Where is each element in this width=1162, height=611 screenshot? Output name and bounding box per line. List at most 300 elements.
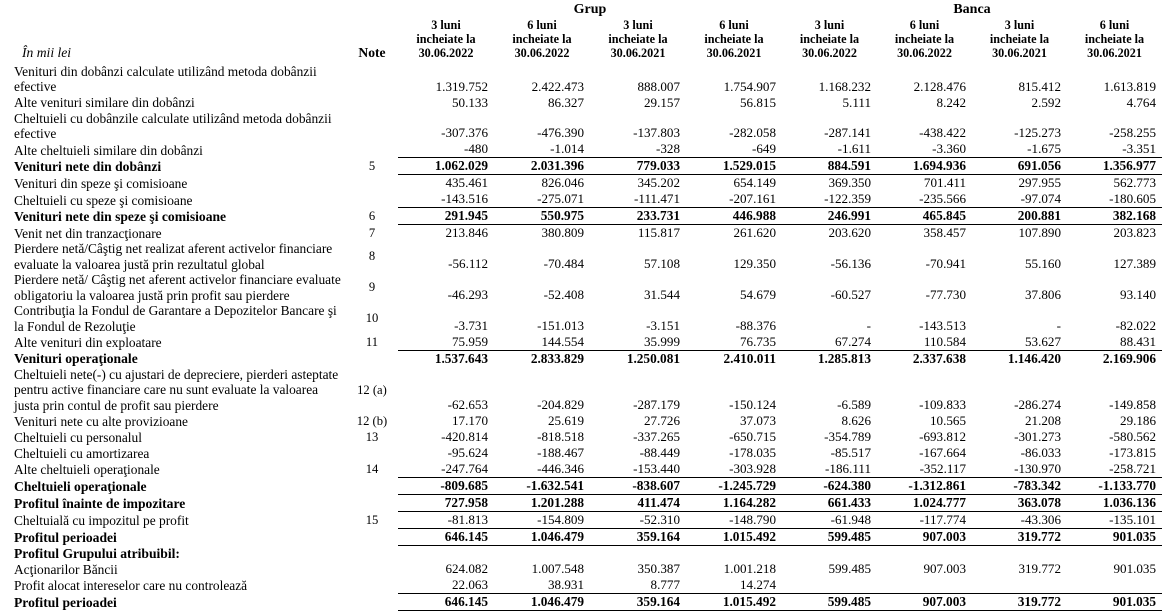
table-row bbox=[0, 208, 1162, 225]
cell-value: 1.024.777 bbox=[877, 495, 972, 512]
column-header-3-date: 30.06.2021 bbox=[706, 46, 762, 61]
row-note bbox=[350, 111, 398, 142]
cell-value: 88.431 bbox=[1120, 333, 1157, 349]
cell-value: 319.772 bbox=[972, 594, 1067, 611]
cell-value: 907.003 bbox=[877, 529, 972, 546]
cell-value: 291.945 bbox=[398, 208, 494, 225]
row-label: Alte venituri din exploatare bbox=[14, 335, 162, 350]
cell-value: -151.013 bbox=[537, 317, 584, 333]
table-row bbox=[0, 413, 1162, 429]
cell-value: 37.073 bbox=[739, 413, 776, 429]
cell-value: 411.474 bbox=[590, 495, 686, 512]
table-row bbox=[0, 367, 1162, 413]
row-label: Venituri nete cu alte provizioane bbox=[14, 413, 189, 429]
row-label: Cheltuieli operaţionale bbox=[14, 479, 147, 494]
cell-value: 562.773 bbox=[1113, 175, 1157, 191]
cell-value: 107.890 bbox=[1018, 225, 1061, 241]
cell-value: 27.726 bbox=[643, 413, 680, 429]
cell-value: -446.346 bbox=[537, 461, 584, 477]
cell-value: -62.653 bbox=[447, 397, 488, 413]
cell-value: 1.694.936 bbox=[877, 158, 972, 175]
row-note: 5 bbox=[368, 158, 376, 173]
cell-value: -328 bbox=[655, 141, 680, 157]
cell-value: 1.015.492 bbox=[686, 594, 782, 611]
row-note bbox=[350, 546, 398, 562]
cell-value: 1.613.819 bbox=[1103, 78, 1157, 94]
cell-value bbox=[1067, 546, 1162, 562]
cell-value: 1.356.977 bbox=[1067, 158, 1162, 175]
column-header-2-line2: incheiate la bbox=[608, 32, 668, 47]
cell-value: 1.036.136 bbox=[1067, 495, 1162, 512]
table-row bbox=[0, 478, 1162, 495]
cell-value: 55.160 bbox=[1024, 256, 1061, 272]
column-header-1-period: 6 luni bbox=[527, 17, 557, 32]
cell-value: -1.312.861 bbox=[877, 478, 972, 495]
column-header-7 bbox=[1067, 18, 1162, 64]
cell-value: -6.589 bbox=[837, 397, 871, 413]
cell-value: 2.031.396 bbox=[494, 158, 590, 175]
cell-value: 93.140 bbox=[1120, 287, 1157, 303]
row-note bbox=[350, 141, 398, 158]
cell-value: -420.814 bbox=[441, 429, 488, 445]
cell-value: 4.764 bbox=[1126, 94, 1157, 110]
cell-value: -46.293 bbox=[447, 287, 488, 303]
table-row bbox=[0, 303, 1162, 334]
cell-value: -186.111 bbox=[825, 461, 871, 477]
column-header-5-line2: incheiate la bbox=[894, 32, 955, 47]
table-row bbox=[0, 546, 1162, 562]
cell-value: -3.360 bbox=[932, 141, 966, 157]
cell-value: 297.955 bbox=[1018, 175, 1061, 191]
cell-value: -1.014 bbox=[550, 141, 584, 157]
row-note bbox=[350, 594, 398, 611]
cell-value: 1.537.643 bbox=[398, 350, 494, 367]
cell-value: 25.619 bbox=[547, 413, 584, 429]
cell-value: -235.566 bbox=[919, 191, 966, 207]
cell-value: -86.033 bbox=[1020, 445, 1061, 461]
cell-value: -52.408 bbox=[543, 287, 584, 303]
cell-value: 14.274 bbox=[739, 577, 776, 593]
cell-value: 50.133 bbox=[451, 94, 488, 110]
cell-value: -125.273 bbox=[1014, 125, 1061, 141]
cell-value bbox=[494, 546, 590, 562]
table-row bbox=[0, 334, 1162, 351]
row-note bbox=[350, 529, 398, 546]
row-label: Venituri din speze şi comisioane bbox=[14, 176, 188, 192]
row-label: Profitul înainte de impozitare bbox=[14, 496, 186, 511]
cell-value: -287.141 bbox=[824, 125, 871, 141]
cell-value: 2.128.476 bbox=[913, 78, 966, 94]
column-header-6-period: 3 luni bbox=[1004, 17, 1035, 32]
cell-value: -60.527 bbox=[830, 287, 871, 303]
table-body bbox=[0, 64, 1162, 611]
row-note bbox=[350, 445, 398, 461]
cell-value: 465.845 bbox=[877, 208, 972, 225]
row-label: Alte cheltuieli similare din dobânzi bbox=[14, 142, 203, 158]
cell-value: -85.517 bbox=[830, 445, 871, 461]
cell-value: 22.063 bbox=[451, 577, 488, 593]
cell-value: 319.772 bbox=[972, 529, 1067, 546]
table-row bbox=[0, 445, 1162, 461]
table-row bbox=[0, 95, 1162, 111]
row-label: Profitul Grupului atribuibil: bbox=[14, 545, 180, 561]
cell-value: -480 bbox=[463, 141, 488, 157]
cell-value: -3.731 bbox=[454, 317, 488, 333]
cell-value: 129.350 bbox=[733, 256, 776, 272]
cell-value: 2.169.906 bbox=[1067, 350, 1162, 367]
cell-value: 2.410.011 bbox=[686, 350, 782, 367]
column-header-7-period: 6 luni bbox=[1099, 17, 1130, 32]
cell-value: 446.988 bbox=[686, 208, 782, 225]
cell-value: 901.035 bbox=[1067, 594, 1162, 611]
cell-value: -580.562 bbox=[1109, 429, 1157, 445]
row-label: Alte cheltuieli operaţionale bbox=[14, 462, 160, 478]
row-note: 14 bbox=[365, 461, 379, 476]
cell-value: 350.387 bbox=[637, 561, 680, 577]
column-header-2-date: 30.06.2021 bbox=[610, 46, 666, 61]
cell-value: -650.715 bbox=[729, 429, 776, 445]
cell-value: -438.422 bbox=[919, 125, 966, 141]
cell-value bbox=[972, 546, 1067, 562]
cell-value: -167.664 bbox=[919, 445, 966, 461]
cell-value bbox=[782, 577, 877, 594]
cell-value: 1.046.479 bbox=[494, 594, 590, 611]
unit-label: În mii lei bbox=[22, 44, 72, 60]
cell-value: 10.565 bbox=[929, 413, 966, 429]
cell-value: -135.101 bbox=[1109, 512, 1157, 528]
cell-value: 67.274 bbox=[834, 333, 871, 349]
cell-value: 31.544 bbox=[643, 287, 680, 303]
cell-value: 599.485 bbox=[782, 529, 877, 546]
cell-value: -286.274 bbox=[1014, 397, 1061, 413]
cell-value: -1.133.770 bbox=[1067, 478, 1162, 495]
table-row bbox=[0, 512, 1162, 529]
cell-value: -1.632.541 bbox=[494, 478, 590, 495]
cell-value: 1.164.282 bbox=[686, 495, 782, 512]
cell-value: -307.376 bbox=[441, 125, 488, 141]
row-note: 8 bbox=[368, 249, 376, 264]
cell-value: 29.157 bbox=[643, 94, 680, 110]
cell-value: 1.285.813 bbox=[782, 350, 877, 367]
header-spacer-label bbox=[0, 0, 350, 18]
cell-value: -301.273 bbox=[1014, 429, 1061, 445]
cell-value: 661.433 bbox=[782, 495, 877, 512]
cell-value: 17.170 bbox=[451, 413, 488, 429]
table-row bbox=[0, 529, 1162, 546]
row-note: 11 bbox=[365, 334, 379, 349]
cell-value: -52.310 bbox=[639, 512, 680, 528]
cell-value: 115.817 bbox=[637, 225, 680, 241]
table-row bbox=[0, 225, 1162, 242]
column-header-5 bbox=[877, 18, 972, 64]
cell-value: 1.168.232 bbox=[818, 78, 871, 94]
cell-value: 1.001.218 bbox=[723, 561, 776, 577]
cell-value: -3.151 bbox=[646, 317, 680, 333]
cell-value: 727.958 bbox=[398, 495, 494, 512]
row-note: 12 (a) bbox=[357, 382, 387, 397]
row-note bbox=[350, 64, 398, 95]
column-header-6-date: 30.06.2021 bbox=[992, 46, 1047, 61]
column-header-4 bbox=[782, 18, 877, 64]
cell-value: 646.145 bbox=[398, 594, 494, 611]
table-row bbox=[0, 158, 1162, 175]
cell-value: 261.620 bbox=[733, 225, 776, 241]
column-header-0 bbox=[398, 18, 494, 64]
cell-value: -180.605 bbox=[1109, 191, 1157, 207]
cell-value: 345.202 bbox=[637, 175, 680, 191]
cell-value: 779.033 bbox=[590, 158, 686, 175]
cell-value: 654.149 bbox=[733, 175, 776, 191]
cell-value: 5.111 bbox=[842, 94, 871, 110]
cell-value: -476.390 bbox=[537, 125, 584, 141]
cell-value: 144.554 bbox=[541, 333, 584, 349]
note-column-header: Note bbox=[358, 44, 386, 60]
column-header-7-date: 30.06.2021 bbox=[1087, 46, 1142, 61]
cell-value: 29.186 bbox=[1120, 413, 1157, 429]
column-header-1-date: 30.06.2022 bbox=[514, 46, 570, 61]
cell-value bbox=[1067, 577, 1162, 594]
cell-value: 75.959 bbox=[451, 333, 488, 349]
table-row bbox=[0, 111, 1162, 142]
cell-value: -258.255 bbox=[1109, 125, 1157, 141]
row-label: Cheltuieli cu personalul bbox=[14, 429, 142, 445]
table-row bbox=[0, 429, 1162, 445]
cell-value: 363.078 bbox=[972, 495, 1067, 512]
row-note bbox=[350, 577, 398, 594]
row-label: Contribuţia la Fondul de Garantare a Depozitelor Bancare şi la Fondul de Rezoluţie bbox=[14, 303, 337, 334]
cell-value: 319.772 bbox=[1018, 561, 1061, 577]
cell-value: -61.948 bbox=[830, 512, 871, 528]
cell-value: 901.035 bbox=[1067, 529, 1162, 546]
cell-value: 213.846 bbox=[445, 225, 488, 241]
row-label: Venituri din dobânzi calculate utilizând metoda dobânzii efective bbox=[14, 63, 317, 95]
cell-value: 599.485 bbox=[828, 561, 871, 577]
cell-value: -153.440 bbox=[633, 461, 680, 477]
table-row bbox=[0, 577, 1162, 594]
cell-value: -81.813 bbox=[447, 512, 488, 528]
table-row bbox=[0, 175, 1162, 192]
table-row bbox=[0, 350, 1162, 367]
cell-value: -352.117 bbox=[919, 461, 966, 477]
cell-value: -70.941 bbox=[925, 256, 966, 272]
cell-value: 110.584 bbox=[923, 333, 966, 349]
cell-value: - bbox=[1056, 317, 1061, 333]
row-note: 10 bbox=[365, 311, 379, 325]
column-header-6-line2: incheiate la bbox=[989, 32, 1050, 47]
row-label: Venituri nete din dobânzi bbox=[14, 159, 162, 175]
cell-value: -56.112 bbox=[448, 256, 488, 272]
cell-value bbox=[398, 546, 494, 562]
cell-value: 37.806 bbox=[1024, 287, 1061, 303]
cell-value: -207.161 bbox=[729, 191, 776, 207]
cell-value: -287.179 bbox=[633, 397, 680, 413]
cell-value: -95.624 bbox=[447, 445, 488, 461]
cell-value: -247.764 bbox=[441, 461, 488, 477]
cell-value bbox=[686, 546, 782, 562]
header-spacer-note bbox=[350, 0, 398, 18]
row-label: Profitul perioadei bbox=[14, 595, 117, 611]
row-note: 6 bbox=[368, 208, 376, 223]
row-label: Profitul perioadei bbox=[14, 530, 117, 545]
cell-value: 35.999 bbox=[643, 333, 680, 349]
cell-value: -97.074 bbox=[1020, 191, 1061, 207]
cell-value: -88.449 bbox=[639, 445, 680, 461]
cell-value: 907.003 bbox=[877, 594, 972, 611]
entity-group-banca: Banca bbox=[953, 2, 991, 17]
cell-value: 435.461 bbox=[445, 175, 488, 191]
column-header-1 bbox=[494, 18, 590, 64]
cell-value: -111.471 bbox=[634, 191, 680, 207]
cell-value: 1.007.548 bbox=[531, 561, 584, 577]
table-row bbox=[0, 191, 1162, 208]
table-row bbox=[0, 64, 1162, 95]
row-label: Cheltuieli nete(-) cu ajustari de depreciere, pierderi asteptate pentru active financiare care nu sunt evaluate la valoarea justa prin contul de profit sau pierdere bbox=[14, 366, 339, 413]
row-note: 13 bbox=[365, 429, 379, 444]
cell-value: 901.035 bbox=[1113, 561, 1157, 577]
cell-value: -143.513 bbox=[919, 317, 966, 333]
column-header-0-date: 30.06.2022 bbox=[418, 46, 474, 61]
cell-value: 599.485 bbox=[782, 594, 877, 611]
column-header-3-period: 6 luni bbox=[719, 17, 749, 32]
column-header-3 bbox=[686, 18, 782, 64]
cell-value: 369.350 bbox=[828, 175, 871, 191]
row-label: Alte venituri similare din dobânzi bbox=[14, 95, 195, 111]
cell-value: 1.201.288 bbox=[494, 495, 590, 512]
cell-value: 646.145 bbox=[398, 529, 494, 546]
cell-value: -122.359 bbox=[824, 191, 871, 207]
cell-value: 8.242 bbox=[936, 94, 966, 110]
column-header-0-period: 3 luni bbox=[431, 17, 461, 32]
cell-value: 2.592 bbox=[1031, 94, 1061, 110]
row-note: 15 bbox=[365, 512, 379, 527]
cell-value: -77.730 bbox=[925, 287, 966, 303]
cell-value: -82.022 bbox=[1115, 317, 1157, 333]
cell-value bbox=[590, 546, 686, 562]
cell-value: 1.015.492 bbox=[686, 529, 782, 546]
cell-value: -204.829 bbox=[537, 397, 584, 413]
table-row bbox=[0, 594, 1162, 611]
cell-value: 8.626 bbox=[841, 413, 871, 429]
cell-value: 57.108 bbox=[643, 256, 680, 272]
column-header-1-line2: incheiate la bbox=[512, 32, 572, 47]
column-header-4-date: 30.06.2022 bbox=[802, 46, 857, 61]
cell-value: -303.928 bbox=[729, 461, 776, 477]
cell-value: 624.082 bbox=[445, 561, 488, 577]
row-note bbox=[350, 350, 398, 367]
cell-value: 550.975 bbox=[494, 208, 590, 225]
cell-value: 233.731 bbox=[590, 208, 686, 225]
row-note bbox=[350, 95, 398, 111]
cell-value: -258.721 bbox=[1109, 461, 1157, 477]
cell-value: -148.790 bbox=[729, 512, 776, 528]
cell-value: -88.376 bbox=[735, 317, 776, 333]
row-note: 7 bbox=[368, 225, 376, 240]
table-header bbox=[0, 0, 1162, 64]
cell-value: -117.774 bbox=[919, 512, 966, 528]
cell-value: -143.516 bbox=[441, 191, 488, 207]
cell-value: 884.591 bbox=[782, 158, 877, 175]
cell-value: 359.164 bbox=[590, 594, 686, 611]
row-note bbox=[350, 175, 398, 192]
cell-value: 691.056 bbox=[972, 158, 1067, 175]
row-label: Cheltuială cu impozitul pe profit bbox=[14, 513, 189, 529]
cell-value: -838.607 bbox=[590, 478, 686, 495]
cell-value: 38.931 bbox=[547, 577, 584, 593]
cell-value: 359.164 bbox=[590, 529, 686, 546]
column-header-5-period: 6 luni bbox=[909, 17, 940, 32]
column-header-4-period: 3 luni bbox=[814, 17, 845, 32]
entity-group-header-row bbox=[0, 0, 1162, 18]
cell-value bbox=[782, 546, 877, 562]
cell-value: -70.484 bbox=[543, 256, 584, 272]
cell-value: 701.411 bbox=[923, 175, 966, 191]
cell-value: 1.062.029 bbox=[398, 158, 494, 175]
row-note: 12 (b) bbox=[356, 413, 388, 428]
cell-value: 56.815 bbox=[739, 94, 776, 110]
cell-value: 1.529.015 bbox=[686, 158, 782, 175]
row-note: 9 bbox=[368, 280, 376, 295]
cell-value: -109.833 bbox=[919, 397, 966, 413]
cell-value: -649 bbox=[751, 141, 776, 157]
cell-value: -783.342 bbox=[972, 478, 1067, 495]
row-note bbox=[350, 478, 398, 495]
row-label: Pierdere netă/Câştig net realizat aferent activelor financiare evaluate la valoarea justă prin rezultatul global bbox=[14, 241, 333, 272]
table-row bbox=[0, 141, 1162, 158]
cell-value: 907.003 bbox=[923, 561, 966, 577]
cell-value: -1.675 bbox=[1027, 141, 1061, 157]
row-label: Pierdere netă/ Câştig net aferent activelor financiare evaluate obligatoriu la valoarea justă prin profit sau pierdere bbox=[14, 272, 341, 303]
column-header-7-line2: incheiate la bbox=[1084, 32, 1145, 47]
cell-value: -173.815 bbox=[1109, 445, 1157, 461]
cell-value: 1.754.907 bbox=[723, 78, 776, 94]
cell-value: -3.351 bbox=[1122, 141, 1157, 157]
cell-value: 815.412 bbox=[1018, 78, 1061, 94]
cell-value: 86.327 bbox=[547, 94, 584, 110]
cell-value: -154.809 bbox=[537, 512, 584, 528]
column-header-2-period: 3 luni bbox=[623, 17, 653, 32]
cell-value: -818.518 bbox=[537, 429, 584, 445]
cell-value: -275.071 bbox=[537, 191, 584, 207]
cell-value: 2.422.473 bbox=[531, 78, 584, 94]
cell-value: -56.136 bbox=[830, 256, 871, 272]
cell-value: 203.620 bbox=[828, 225, 871, 241]
cell-value: -693.812 bbox=[919, 429, 966, 445]
cell-value: 1.319.752 bbox=[435, 78, 488, 94]
cell-value: 826.046 bbox=[541, 175, 584, 191]
row-label: Cheltuieli cu dobânzile calculate utilizând metoda dobânzii efective bbox=[14, 110, 332, 142]
column-header-5-date: 30.06.2022 bbox=[897, 46, 952, 61]
row-label: Cheltuieli cu amortizarea bbox=[14, 445, 150, 461]
cell-value: 246.991 bbox=[782, 208, 877, 225]
row-label: Venituri nete din speze şi comisioane bbox=[14, 209, 227, 225]
cell-value: - bbox=[866, 317, 871, 333]
cell-value: 76.735 bbox=[739, 333, 776, 349]
cell-value bbox=[877, 546, 972, 562]
cell-value: -337.265 bbox=[633, 429, 680, 445]
cell-value bbox=[877, 577, 972, 594]
cell-value: -150.124 bbox=[729, 397, 776, 413]
cell-value: -1.611 bbox=[837, 141, 871, 157]
cell-value: 8.777 bbox=[650, 577, 680, 593]
cell-value: 200.881 bbox=[972, 208, 1067, 225]
row-label: Venituri operaţionale bbox=[14, 351, 138, 367]
column-header-row bbox=[0, 18, 1162, 64]
cell-value: -809.685 bbox=[398, 478, 494, 495]
column-header-3-line2: incheiate la bbox=[704, 32, 764, 47]
cell-value: -354.789 bbox=[824, 429, 871, 445]
cell-value: -43.306 bbox=[1020, 512, 1061, 528]
cell-value: 2.833.829 bbox=[494, 350, 590, 367]
